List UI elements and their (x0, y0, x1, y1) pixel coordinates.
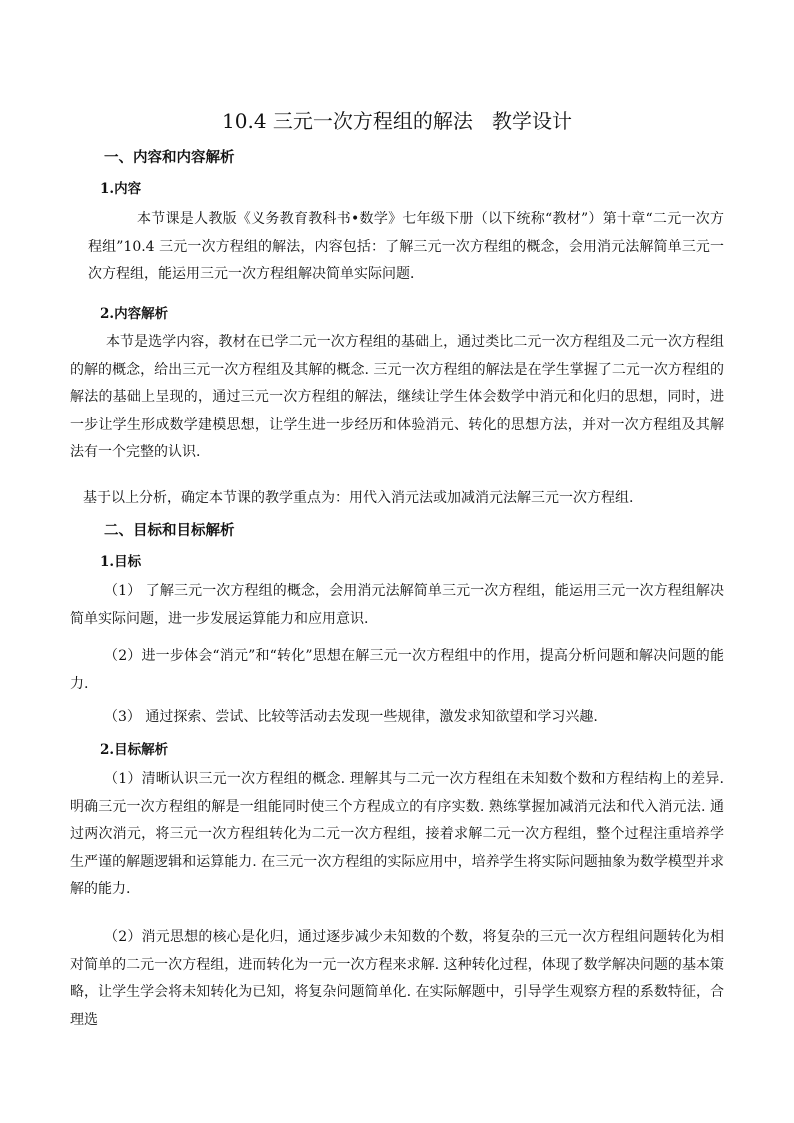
paragraph-content-analysis: 本节是选学内容，教材在已学二元一次方程组的基础上，通过类比二元一次方程组及二元一次方程组的解的概念，给出三元一次方程组及其解的概念. 三元一次方程组的解法是在学生掌握了二元一次方程组的解法的基础上呈现的，通过三元一次方程组的解法，继续让学生体会数学中消元和化归的思想，同时，进一步让学生形成数学建模思想，让学生进一步经历和体验消元、转化的思想方法，并对一次方程组及其解法有一个完整的认识. (70, 334, 724, 460)
section-heading-content: 一、内容和内容解析 (104, 149, 235, 166)
goal-item-2: （2）进一步体会“消元”和“转化”思想在解三元一次方程组中的作用，提高分析问题和解决问题的能力. (70, 648, 724, 692)
subheading-goal-analysis: 2.目标解析 (100, 742, 169, 758)
subheading-content: 1.内容 (100, 181, 142, 197)
paragraph-content: 本节课是人教版《义务教育教科书•数学》七年级下册（以下统称“教材”）第十章“二元一次方程组”10.4 三元一次方程组的解法，内容包括：了解三元一次方程组的概念，会用消元法解简单三元一次方程组，能运用三元一次方程组解决简单实际问题． (88, 211, 724, 282)
goal-item-3: （3） 通过探索、尝试、比较等活动去发现一些规律，激发求知欲望和学习兴趣. (104, 709, 598, 725)
document-title: 10.4 三元一次方程组的解法 教学设计 (222, 109, 572, 133)
goal-item-1: （1） 了解三元一次方程组的概念，会用消元法解简单三元一次方程组，能运用三元一次方程组解决简单实际问题，进一步发展运算能力和应用意识. (70, 583, 724, 627)
goal-analysis-item-2: （2）消元思想的核心是化归，通过逐步减少未知数的个数，将复杂的三元一次方程组问题转化为相对简单的二元一次方程组，进而转化为一元一次方程来求解. 这种转化过程，体现了数学解决问题的基本策略，让学生学会将未知转化为已知，将复杂问题简单化. 在实际解题中，引导学生观察方程的系数特征，合理选 (70, 929, 724, 1028)
section-heading-goals: 二、目标和目标解析 (104, 522, 235, 539)
goal-analysis-item-1: （1）清晰认识三元一次方程组的概念. 理解其与二元一次方程组在未知数个数和方程结构上的差异.明确三元一次方程组的解是一组能同时使三个方程成立的有序实数. 熟练掌握加减消元法和代入消元法. 通过两次消元，将三元一次方程组转化为二元一次方程组，接着求解二元一次方程组，整个过程注重培养学生严谨的解题逻辑和运算能力. 在三元一次方程组的实际应用中，培养学生将实际问题抽象为数学模型并求解的能力. (70, 771, 724, 897)
subheading-goals: 1.目标 (100, 554, 142, 570)
subheading-content-analysis: 2.内容解析 (100, 306, 169, 322)
paragraph-teaching-focus: 基于以上分析，确定本节课的教学重点为：用代入消元法或加减消元法解三元一次方程组. (83, 490, 634, 506)
